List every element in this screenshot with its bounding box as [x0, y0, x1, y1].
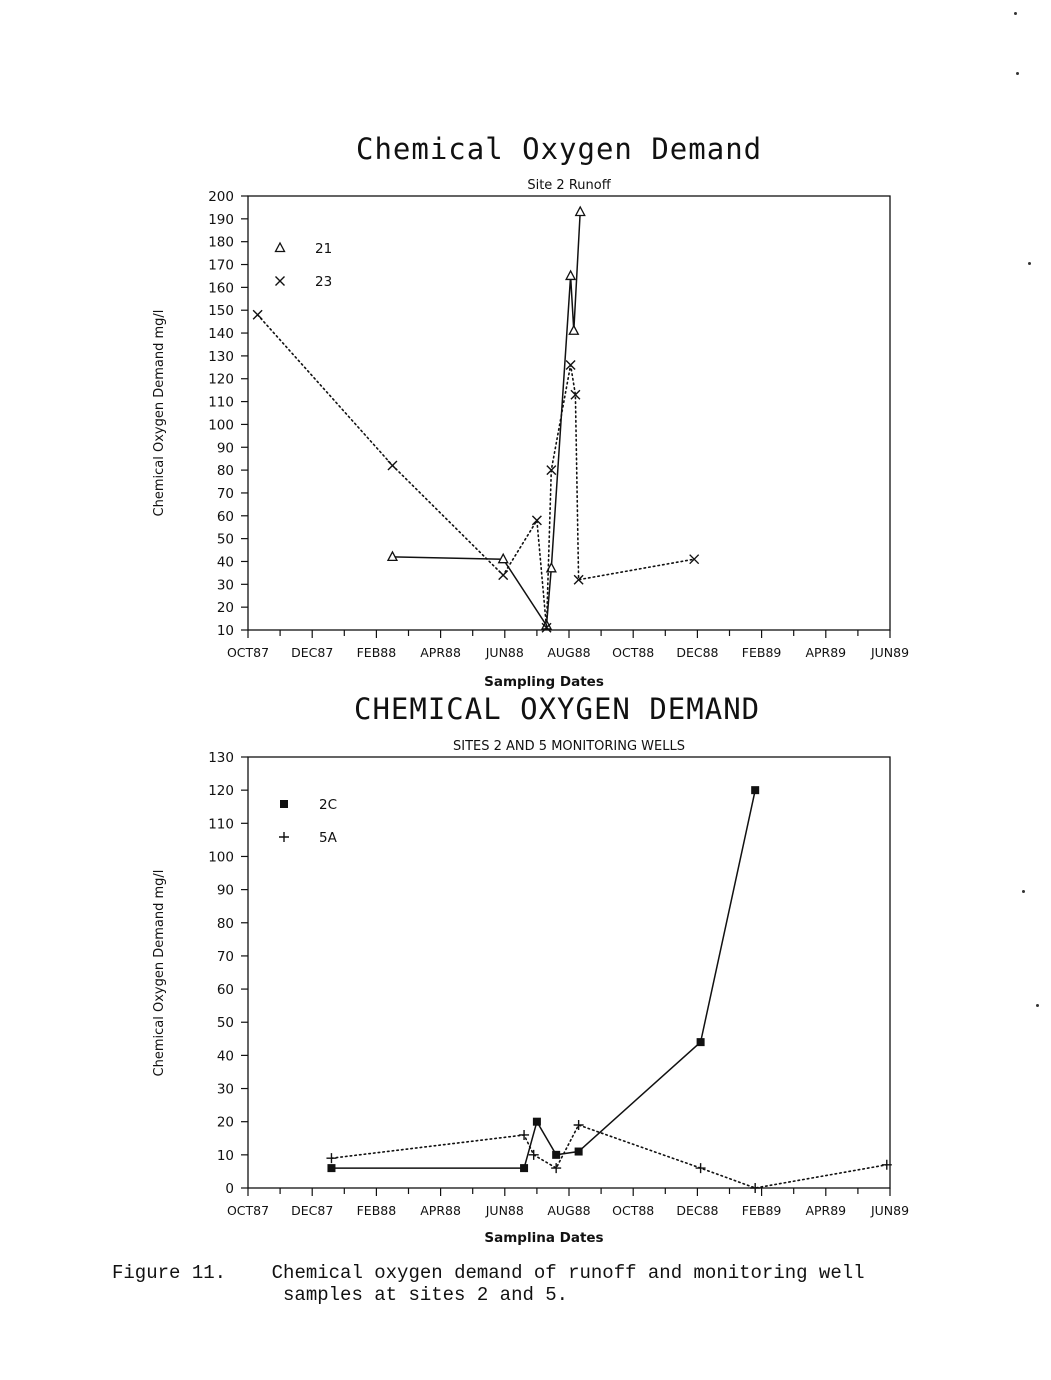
- chart1-x-tick-label: APR88: [420, 645, 461, 660]
- chart2-y-tick-label: 130: [208, 750, 234, 766]
- chart1-y-tick-label: 110: [208, 394, 234, 411]
- chart1-x-tick-label: DEC87: [291, 645, 334, 660]
- chart2-legend-2C-marker: [280, 800, 288, 808]
- chart1-y-tick-label: 70: [216, 485, 234, 502]
- scan-speck: [1014, 12, 1017, 15]
- chart1-y-tick-label: 180: [208, 234, 234, 251]
- chart1-x-tick-label: FEB89: [741, 645, 782, 660]
- chart2-series-2C-point: [520, 1164, 528, 1172]
- chart2-subtitle: SITES 2 AND 5 MONITORING WELLS: [453, 739, 685, 754]
- chart2-series-2C-line: [332, 790, 756, 1168]
- chart2-y-tick-label: 40: [216, 1048, 234, 1065]
- chart1-x-tick-label: OCT88: [612, 645, 655, 660]
- chart2-series-2C-point: [552, 1151, 560, 1159]
- chart1-y-tick-label: 80: [216, 463, 234, 480]
- chart2-series-2C-point: [697, 1038, 705, 1046]
- chart2-series-5A-point: [574, 1120, 584, 1130]
- chart1-plot-frame: [248, 196, 890, 630]
- chart1-series-23-point: [253, 310, 262, 319]
- chart2-x-tick-label: FEB89: [741, 1203, 782, 1218]
- chart1-series-23: [253, 310, 699, 632]
- chart1-y-tick-label: 160: [208, 280, 234, 297]
- chart1-legend-23-marker: [276, 277, 285, 286]
- chart2-series-5A-line: [332, 1125, 887, 1188]
- chart1-title: Chemical Oxygen Demand: [356, 132, 763, 166]
- chart1-y-tick-label: 10: [216, 623, 234, 639]
- chart2-y-tick-label: 0: [225, 1181, 234, 1197]
- chart2-y-tick-label: 90: [216, 882, 234, 899]
- chart1-series-21-point: [566, 271, 575, 280]
- chart2-series-5A-point: [326, 1153, 336, 1163]
- chart2-x-tick-label: JUN88: [485, 1203, 524, 1218]
- chart1-x-tick-label: JUN89: [870, 645, 910, 660]
- chart2-x-tick-label: OCT87: [226, 1203, 270, 1218]
- chart2-title: CHEMICAL OXYGEN DEMAND: [354, 692, 761, 726]
- chart1-y-tick-label: 190: [208, 211, 234, 228]
- chart1-x-tick-label: DEC88: [676, 645, 719, 660]
- chart2-x-tick-label: APR89: [805, 1203, 847, 1218]
- chart2-y-tick-label: 20: [216, 1114, 234, 1131]
- chart1-y-axis-label: Chemical Oxygen Demand mg/l: [152, 309, 167, 517]
- chart2-x-tick-label: APR88: [420, 1203, 461, 1218]
- chart1-x-tick-label: JUN88: [485, 645, 524, 660]
- chart2-y-tick-label: 60: [216, 982, 234, 999]
- chart2-series-5A-point: [551, 1163, 561, 1173]
- chart1-subtitle: Site 2 Runoff: [527, 178, 611, 193]
- chart1-y-tick-label: 30: [216, 577, 234, 594]
- chart1-y-tick-label: 60: [216, 508, 234, 525]
- scan-speck: [1036, 1004, 1039, 1007]
- chart2-y-tick-label: 80: [216, 915, 234, 932]
- chart2-y-tick-label: 10: [216, 1147, 234, 1164]
- caption-line-1: Chemical oxygen demand of runoff and monitoring well: [271, 1262, 865, 1284]
- chart1-y-tick-label: 100: [208, 417, 234, 434]
- chart1-x-tick-label: AUG88: [547, 645, 591, 660]
- caption-label: Figure 11.: [112, 1262, 227, 1284]
- caption-line-2: samples at sites 2 and 5.: [283, 1284, 569, 1306]
- chart1-y-tick-label: 40: [216, 554, 234, 571]
- chart2-x-tick-label: JUN89: [870, 1203, 910, 1218]
- chart1-y-tick-label: 130: [208, 348, 234, 365]
- chart1-series-23-point: [532, 516, 541, 525]
- chart2-x-tick-label: DEC88: [676, 1203, 719, 1218]
- chart2-y-axis-label: Chemical Oxygen Demand mg/l: [152, 869, 167, 1077]
- chart1-y-tick-label: 200: [208, 189, 234, 205]
- scan-speck: [1028, 262, 1031, 265]
- caption-indent: [112, 1284, 283, 1306]
- chart1-y-tick-label: 50: [216, 531, 234, 548]
- chart1-y-tick-label: 20: [216, 600, 234, 617]
- chart2-series-2C-point: [751, 786, 759, 794]
- chart1-series-21-point: [388, 552, 397, 561]
- chart2-series-5A-point: [696, 1163, 706, 1173]
- chart1-series-23-point: [499, 571, 508, 580]
- chart2-series-2C-point: [575, 1148, 583, 1156]
- chart2-series-2C-point: [533, 1118, 541, 1126]
- chart1-x-tick-label: OCT87: [226, 645, 270, 660]
- chart2-y-tick-label: 100: [208, 849, 234, 866]
- chart1-y-tick-label: 170: [208, 257, 234, 274]
- chart1-legend-21-label: 21: [315, 241, 333, 257]
- chart2-series-2C-point: [327, 1164, 335, 1172]
- chart2-series-2C: [327, 786, 759, 1172]
- scan-speck: [1016, 72, 1019, 75]
- chart2-x-tick-label: FEB88: [356, 1203, 397, 1218]
- chart2-series-5A-point: [529, 1150, 539, 1160]
- chart2-legend-5A-label: 5A: [319, 830, 337, 846]
- chart2-series-5A-point: [750, 1183, 760, 1193]
- chart1-y-tick-label: 150: [208, 303, 234, 320]
- chart2-legend-5A-marker: [279, 832, 289, 842]
- chart1-series-21: [388, 207, 585, 629]
- chart2-y-tick-label: 50: [216, 1015, 234, 1032]
- chart1-legend-21-marker: [276, 243, 285, 252]
- chart2-y-tick-label: 120: [208, 783, 234, 800]
- chart2-x-axis-label: Samplina Dates: [484, 1230, 604, 1246]
- chart2-x-tick-label: OCT88: [612, 1203, 655, 1218]
- chart1-x-tick-label: APR89: [805, 645, 847, 660]
- chart2-y-tick-label: 110: [208, 816, 234, 833]
- chart2-plot-frame: [248, 757, 890, 1188]
- chart1-y-tick-label: 120: [208, 371, 234, 388]
- chart2-series-5A: [326, 1120, 891, 1193]
- chart2-series-5A-point: [519, 1130, 529, 1140]
- chart2-x-tick-label: DEC87: [291, 1203, 334, 1218]
- chart1-x-tick-label: FEB88: [356, 645, 397, 660]
- chart1-y-tick-label: 90: [216, 440, 234, 457]
- chart2-y-tick-label: 70: [216, 948, 234, 965]
- chart1-y-tick-label: 140: [208, 326, 234, 343]
- scan-speck: [1022, 890, 1025, 893]
- chart1-legend-23-label: 23: [315, 274, 333, 290]
- chart2-y-tick-label: 30: [216, 1081, 234, 1098]
- chart1-series-23-line: [258, 315, 695, 628]
- chart2-legend-2C-label: 2C: [319, 797, 338, 813]
- chart1-series-21-point: [576, 207, 585, 216]
- chart1-series-23-point: [388, 461, 397, 470]
- chart1-x-axis-label: Sampling Dates: [484, 674, 604, 690]
- figure-caption: [112, 1262, 865, 1306]
- chart1-series-21-point: [569, 326, 578, 335]
- chart2-x-tick-label: AUG88: [547, 1203, 591, 1218]
